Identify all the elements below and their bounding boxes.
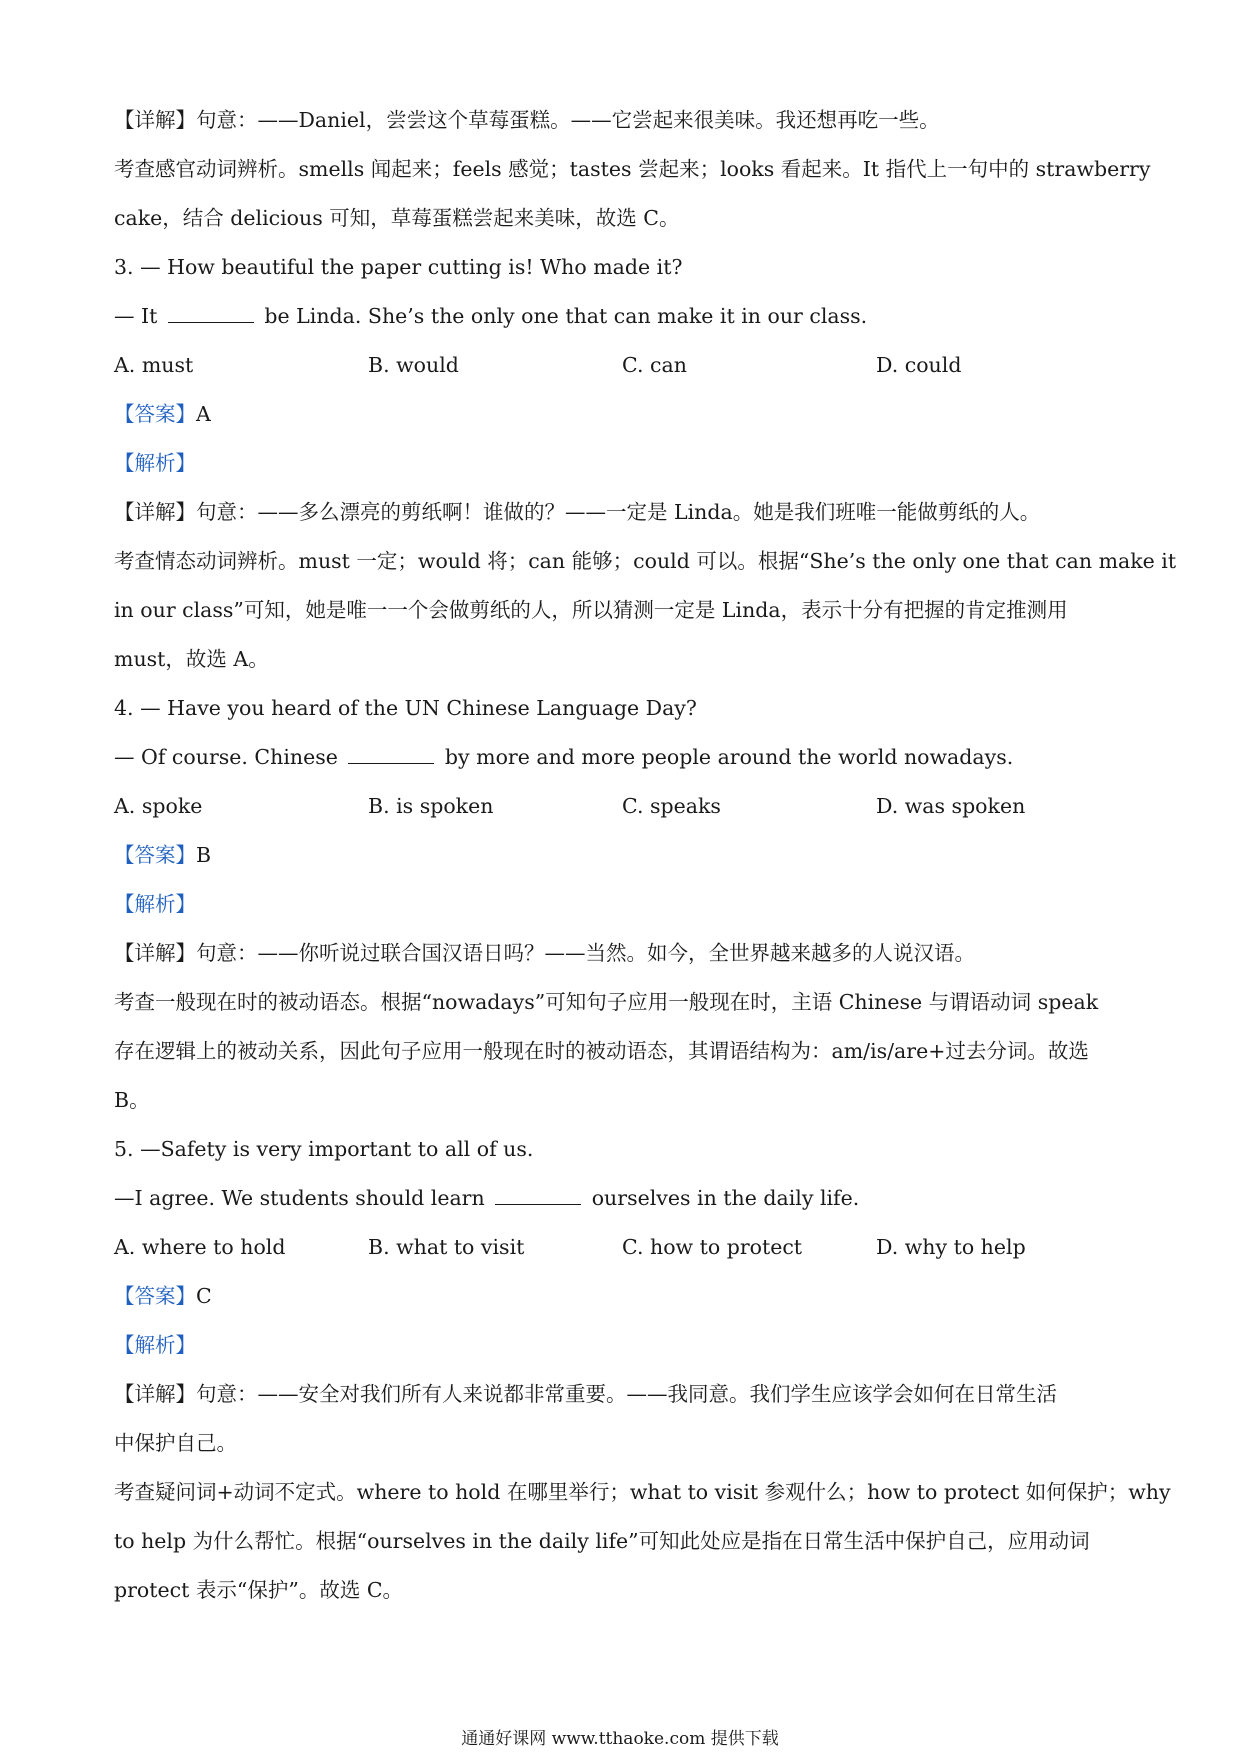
- line-text: must，故选 A。: [114, 647, 269, 671]
- analysis-line: [114, 1321, 1134, 1370]
- option-b: B. what to visit: [368, 1235, 525, 1259]
- detail-label: 【详解】: [114, 941, 196, 965]
- option-d: D. could: [876, 353, 962, 377]
- text-line: [114, 1517, 1134, 1566]
- option-d: D. why to help: [876, 1235, 1026, 1259]
- question-text-before: —I agree. We students should learn: [114, 1186, 492, 1210]
- line-text: in our class”可知，她是唯一一个会做剪纸的人，所以猜测一定是 Linda，表示十分有把握的肯定推测用: [114, 598, 1068, 622]
- text-line: [114, 1566, 1134, 1615]
- line-text: 中保护自己。: [114, 1431, 237, 1455]
- text-line: [114, 978, 1134, 1027]
- option-b: B. would: [368, 353, 459, 377]
- text-line: [114, 1419, 1134, 1468]
- answer-value: B: [196, 843, 212, 867]
- line-text: 3. — How beautiful the paper cutting is! Who made it?: [114, 255, 683, 279]
- line-text: protect 表示“保护”。故选 C。: [114, 1578, 404, 1602]
- line-text: 4. — Have you heard of the UN Chinese Language Day?: [114, 696, 697, 720]
- answer-label: 【答案】: [114, 1284, 196, 1308]
- answer-options: [114, 341, 1134, 390]
- text-line: [114, 96, 1134, 145]
- question-text-before: — It: [114, 304, 164, 328]
- question-text-before: — Of course. Chinese: [114, 745, 345, 769]
- analysis-label: 【解析】: [114, 451, 196, 475]
- line-text: 考查情态动词辨析。must 一定；would 将；can 能够；could 可以。根据“She’s the only one that can make it: [114, 549, 1177, 573]
- detail-label: 【详解】: [114, 500, 196, 524]
- option-a: A. must: [114, 353, 194, 377]
- analysis-label: 【解析】: [114, 892, 196, 916]
- question-line: [114, 1174, 1134, 1223]
- line-text: 考查感官动词辨析。smells 闻起来；feels 感觉；tastes 尝起来；looks 看起来。It 指代上一句中的 strawberry: [114, 157, 1151, 181]
- answer-blank: [348, 745, 434, 764]
- question-text-after: by more and more people around the world nowadays.: [438, 745, 1014, 769]
- text-line: [114, 1125, 1134, 1174]
- question-text-after: ourselves in the daily life.: [585, 1186, 860, 1210]
- option-c: C. can: [622, 353, 687, 377]
- document-page: [114, 96, 1177, 1615]
- analysis-line: [114, 880, 1134, 929]
- option-d: D. was spoken: [876, 794, 1026, 818]
- answer-blank: [168, 304, 254, 323]
- answer-label: 【答案】: [114, 843, 196, 867]
- text-line: [114, 488, 1134, 537]
- line-text: 5. —Safety is very important to all of us.: [114, 1137, 534, 1161]
- option-a: A. where to hold: [114, 1235, 286, 1259]
- option-b: B. is spoken: [368, 794, 494, 818]
- answer-options: [114, 1223, 1134, 1272]
- text-line: [114, 243, 1134, 292]
- answer-line: [114, 390, 1134, 439]
- option-c: C. how to protect: [622, 1235, 803, 1259]
- line-text: cake，结合 delicious 可知，草莓蛋糕尝起来美味，故选 C。: [114, 206, 680, 230]
- line-text: 考查一般现在时的被动语态。根据“nowadays”可知句子应用一般现在时，主语 Chinese 与谓语动词 speak: [114, 990, 1099, 1014]
- detail-label: 【详解】: [114, 108, 196, 132]
- answer-line: [114, 831, 1134, 880]
- line-text: 句意：——Daniel，尝尝这个草莓蛋糕。——它尝起来很美味。我还想再吃一些。: [196, 108, 940, 132]
- question-text-after: be Linda. She’s the only one that can make it in our class.: [257, 304, 868, 328]
- line-text: B。: [114, 1088, 150, 1112]
- option-c: C. speaks: [622, 794, 721, 818]
- question-line: [114, 733, 1134, 782]
- answer-line: [114, 1272, 1134, 1321]
- analysis-line: [114, 439, 1134, 488]
- line-text: 句意：——多么漂亮的剪纸啊！谁做的？——一定是 Linda。她是我们班唯一能做剪纸的人。: [196, 500, 1041, 524]
- answer-value: C: [196, 1284, 212, 1308]
- analysis-label: 【解析】: [114, 1333, 196, 1357]
- answer-value: A: [196, 402, 211, 426]
- answer-label: 【答案】: [114, 402, 196, 426]
- text-line: [114, 1468, 1171, 1517]
- line-text: 句意：——安全对我们所有人来说都非常重要。——我同意。我们学生应该学会如何在日常生活: [196, 1382, 1057, 1406]
- text-line: [114, 586, 1134, 635]
- line-text: to help 为什么帮忙。根据“ourselves in the daily life”可知此处应是指在日常生活中保护自己，应用动词: [114, 1529, 1090, 1553]
- text-line: [114, 929, 1134, 978]
- answer-options: [114, 782, 1134, 831]
- answer-blank: [495, 1186, 581, 1205]
- line-text: 考查疑问词+动词不定式。where to hold 在哪里举行；what to visit 参观什么；how to protect 如何保护；why: [114, 1480, 1171, 1504]
- line-text: 存在逻辑上的被动关系，因此句子应用一般现在时的被动语态，其谓语结构为：am/is/are+过去分词。故选: [114, 1039, 1089, 1063]
- page-footer: 通通好课网 www.tthaoke.com 提供下载: [461, 1729, 779, 1749]
- text-line: [114, 1076, 1134, 1125]
- option-a: A. spoke: [114, 794, 203, 818]
- text-line: [114, 635, 1134, 684]
- text-line: [114, 1027, 1134, 1076]
- detail-label: 【详解】: [114, 1382, 196, 1406]
- text-line: [114, 684, 1134, 733]
- text-line: [114, 537, 1177, 586]
- text-line: [114, 1370, 1134, 1419]
- text-line: [114, 194, 1134, 243]
- text-line: [114, 145, 1151, 194]
- line-text: 句意：——你听说过联合国汉语日吗？——当然。如今，全世界越来越多的人说汉语。: [196, 941, 975, 965]
- question-line: [114, 292, 1134, 341]
